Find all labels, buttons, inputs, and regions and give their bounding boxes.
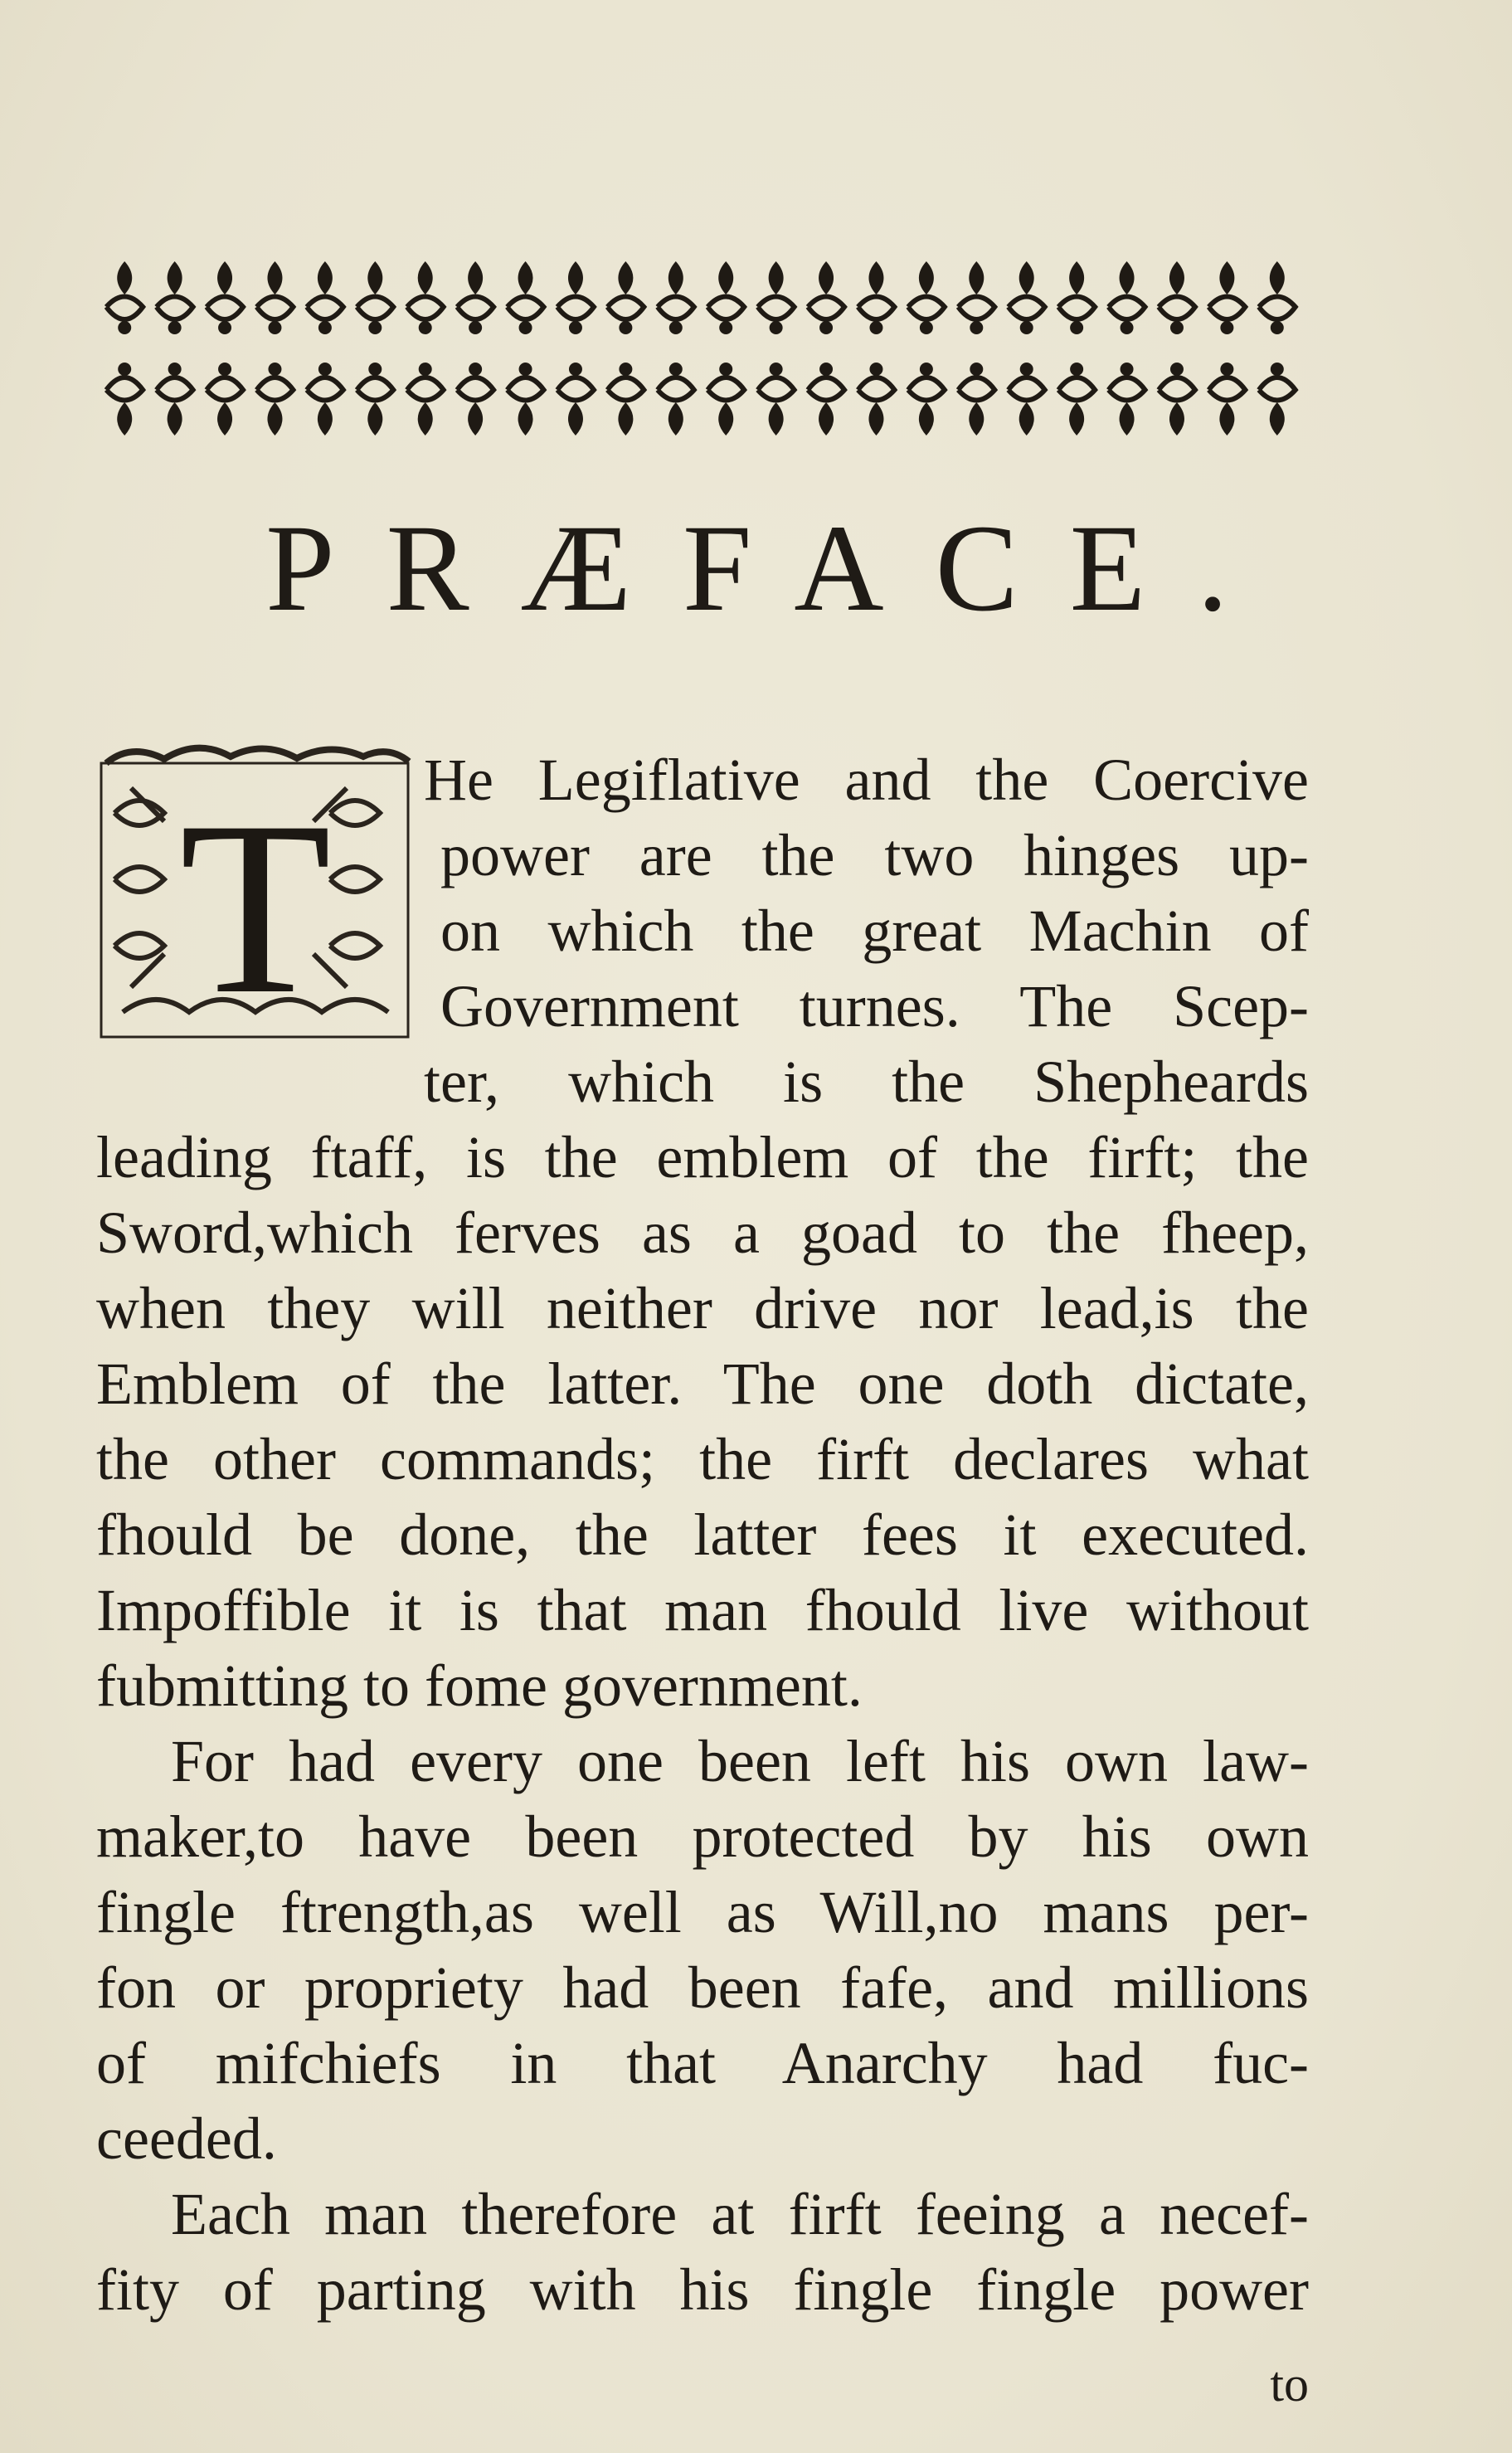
ornament-fleuron — [1208, 363, 1245, 436]
ornament-fleuron — [207, 363, 243, 436]
ornament-fleuron — [407, 363, 444, 436]
ornament-fleuron — [707, 261, 744, 334]
text-line: on which the great Machin of — [440, 898, 1309, 964]
text-line: leading ftaff, is the emblem of the firft; the — [96, 1124, 1309, 1190]
text-line: power are the two hinges up- — [440, 822, 1309, 888]
text-line: He Legiflative and the Coercive — [424, 747, 1309, 813]
body-text — [96, 742, 1309, 2328]
ornament-fleuron — [1009, 261, 1045, 334]
initial-letter-t: T — [179, 770, 332, 1045]
text-line: ter, which is the Shepheards — [424, 1049, 1309, 1115]
ornament-fleuron — [1159, 261, 1195, 334]
ornament-fleuron — [908, 261, 945, 334]
text-line: Each man therefore at firft feeing a necef- — [171, 2181, 1309, 2247]
ornament-fleuron — [1109, 261, 1145, 334]
ornament-fleuron — [1259, 363, 1296, 436]
ornament-fleuron — [1058, 363, 1095, 436]
ornament-fleuron — [958, 363, 994, 436]
text-line: maker,to have been protected by his own — [96, 1803, 1309, 1870]
ornament-fleuron — [908, 363, 945, 436]
text-line: the other commands; the firft declares what — [96, 1426, 1309, 1492]
text-line: of mifchiefs in that Anarchy had fuc- — [96, 2030, 1309, 2096]
ornament-graphic — [100, 249, 1302, 456]
page-title: PRÆFACE. — [265, 499, 1280, 637]
ornament-fleuron — [307, 261, 343, 334]
text-line: fingle ftrength,as well as Will,no mans per- — [96, 1879, 1309, 1945]
ornament-fleuron — [106, 363, 143, 436]
ornament-fleuron — [1009, 363, 1045, 436]
ornament-fleuron — [758, 261, 795, 334]
text-line: fubmitting to fome government. — [96, 1652, 863, 1719]
text-line: Emblem of the latter. The one doth dictate, — [96, 1351, 1309, 1417]
ornament-fleuron — [157, 261, 193, 334]
ornament-fleuron — [1159, 363, 1195, 436]
ornament-fleuron — [157, 363, 193, 436]
text-line: ceeded. — [96, 2105, 277, 2172]
ornament-fleuron — [557, 363, 594, 436]
ornament-fleuron — [658, 261, 694, 334]
ornament-fleuron — [808, 363, 844, 436]
text-line: Sword,which ferves as a goad to the fheep, — [96, 1200, 1309, 1266]
text-line: when they will neither drive nor lead,is the — [96, 1275, 1309, 1341]
ornament-fleuron — [1208, 261, 1245, 334]
ornament-fleuron — [357, 261, 393, 334]
text-line: For had every one been left his own law- — [171, 1728, 1309, 1794]
ornament-fleuron — [557, 261, 594, 334]
ornament-fleuron — [357, 363, 393, 436]
ornament-fleuron — [707, 363, 744, 436]
ornament-fleuron — [457, 363, 493, 436]
ornament-fleuron — [858, 363, 894, 436]
ornament-fleuron — [508, 363, 544, 436]
text-line: fhould be done, the latter fees it executed. — [96, 1501, 1309, 1568]
ornament-fleuron — [1259, 261, 1296, 334]
catchword: to — [1270, 2357, 1309, 2412]
ornament-fleuron — [256, 363, 293, 436]
ornament-fleuron — [858, 261, 894, 334]
ornament-fleuron — [407, 261, 444, 334]
ornament-fleuron — [758, 363, 795, 436]
ornament-fleuron — [508, 261, 544, 334]
ornament-fleuron — [658, 363, 694, 436]
ornament-fleuron — [607, 261, 644, 334]
printers-ornament-band — [100, 249, 1302, 456]
ornament-fleuron — [1109, 363, 1145, 436]
text-line: Government turnes. The Scep- — [440, 973, 1309, 1039]
text-line: Impoffible it is that man fhould live without — [96, 1577, 1309, 1643]
text-line: fity of parting with his fingle fingle power — [96, 2256, 1309, 2323]
ornament-fleuron — [808, 261, 844, 334]
ornament-fleuron — [457, 261, 493, 334]
ornament-fleuron — [207, 261, 243, 334]
ornament-fleuron — [958, 261, 994, 334]
ornament-fleuron — [1058, 261, 1095, 334]
ornament-fleuron — [106, 261, 143, 334]
ornament-fleuron — [256, 261, 293, 334]
text-line: fon or propriety had been fafe, and millions — [96, 1954, 1309, 2021]
ornament-fleuron — [607, 363, 644, 436]
ornament-fleuron — [307, 363, 343, 436]
